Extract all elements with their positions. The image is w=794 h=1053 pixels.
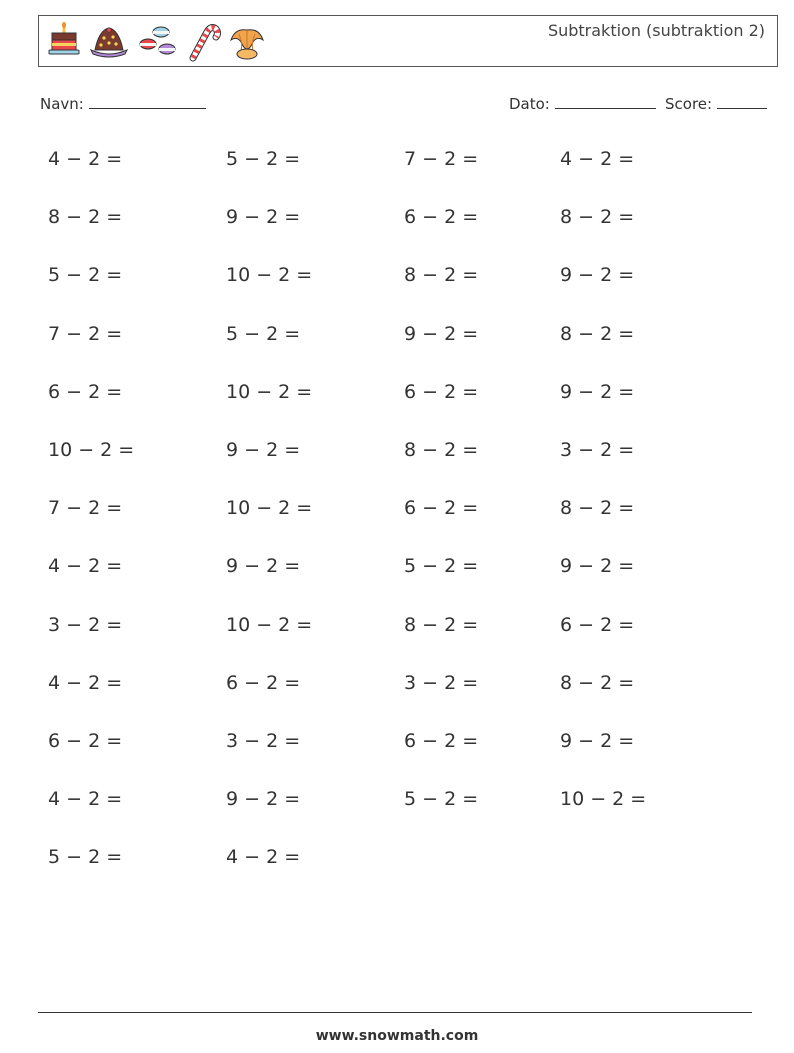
problem-item: 5 − 2 = [226,323,301,345]
problem-item: 6 − 2 = [560,614,635,636]
problem-item: 8 − 2 = [404,439,479,461]
problem-item: 9 − 2 = [560,730,635,752]
date-field[interactable] [509,94,656,113]
problem-item: 7 − 2 = [48,323,123,345]
problem-item: 7 − 2 = [48,497,123,519]
score-field[interactable] [665,94,767,113]
problem-item: 10 − 2 = [226,497,313,519]
problem-item: 3 − 2 = [48,614,123,636]
problem-item: 9 − 2 = [560,264,635,286]
name-field[interactable] [40,94,206,113]
problem-item: 3 − 2 = [560,439,635,461]
problem-item: 10 − 2 = [226,264,313,286]
problem-item: 9 − 2 = [226,555,301,577]
problem-item: 9 − 2 = [560,381,635,403]
problem-item: 3 − 2 = [404,672,479,694]
problem-item: 5 − 2 = [404,788,479,810]
name-label: Navn: [40,95,84,113]
date-blank[interactable] [555,94,656,109]
problem-item: 5 − 2 = [226,148,301,170]
problem-item: 9 − 2 = [404,323,479,345]
worksheet-header [38,15,778,67]
footer-divider [38,1012,752,1013]
problem-item: 5 − 2 = [48,846,123,868]
problem-item: 4 − 2 = [226,846,301,868]
problem-item: 6 − 2 = [48,381,123,403]
problem-item: 6 − 2 = [404,497,479,519]
problem-item: 10 − 2 = [560,788,647,810]
problem-item: 3 − 2 = [226,730,301,752]
score-label: Score: [665,95,713,113]
problem-item: 8 − 2 = [560,672,635,694]
problem-item: 8 − 2 = [404,264,479,286]
date-label: Dato: [509,95,550,113]
problem-item: 7 − 2 = [404,148,479,170]
croissant-icon [227,22,267,62]
problem-item: 10 − 2 = [226,614,313,636]
problem-item: 6 − 2 = [404,206,479,228]
macarons-icon [137,22,177,62]
problem-item: 5 − 2 = [404,555,479,577]
problem-item: 6 − 2 = [404,381,479,403]
problem-item: 10 − 2 = [48,439,135,461]
worksheet-title: Subtraktion (subtraktion 2) [547,21,765,40]
problem-item: 9 − 2 = [226,788,301,810]
problem-item: 8 − 2 = [560,206,635,228]
problem-item: 4 − 2 = [48,788,123,810]
problem-item: 4 − 2 = [48,148,123,170]
problem-item: 4 − 2 = [560,148,635,170]
candy-cane-icon [185,22,221,62]
problem-item: 8 − 2 = [404,614,479,636]
problem-item: 6 − 2 = [48,730,123,752]
footer-url: www.snowmath.com [315,1028,479,1044]
problem-item: 9 − 2 = [226,206,301,228]
problem-item: 9 − 2 = [226,439,301,461]
problem-item: 8 − 2 = [560,323,635,345]
problem-item: 8 − 2 = [48,206,123,228]
problem-item: 4 − 2 = [48,555,123,577]
score-blank[interactable] [717,94,767,109]
birthday-cake-icon [47,22,81,62]
problem-item: 10 − 2 = [226,381,313,403]
problem-item: 6 − 2 = [226,672,301,694]
problem-item: 4 − 2 = [48,672,123,694]
problem-item: 5 − 2 = [48,264,123,286]
name-blank[interactable] [89,94,206,109]
problem-item: 6 − 2 = [404,730,479,752]
chocolate-cake-icon [89,22,129,62]
problem-item: 8 − 2 = [560,497,635,519]
problem-item: 9 − 2 = [560,555,635,577]
